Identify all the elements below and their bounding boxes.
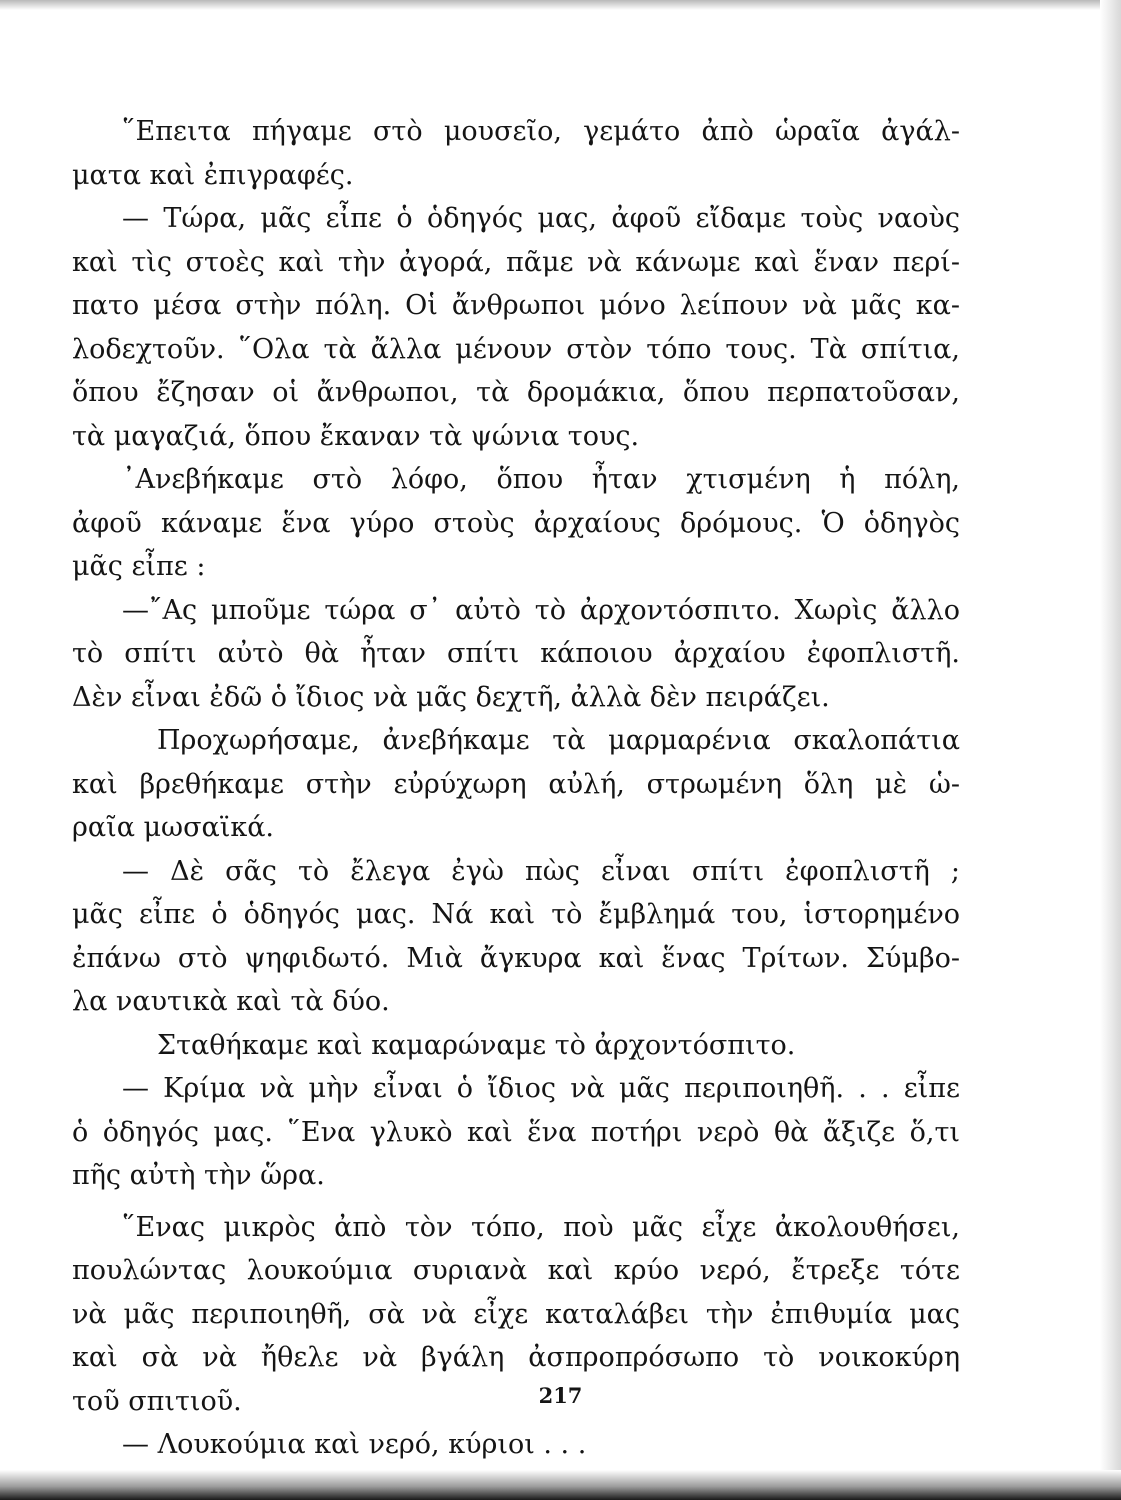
text-line-21: λα ναυτικὰ καὶ τὰ δύο.	[72, 986, 390, 1017]
text-line-17: ραῖα μωσαϊκά.	[72, 812, 275, 843]
text-line-26: ῞Ενας μικρὸς ἀπὸ τὸν τόπο, ποὺ μᾶς εἶχε ἀκολουθήσει,	[122, 1211, 960, 1243]
text-line-10: ἀφοῦ κάναμε ἕνα γύρο στοὺς ἀρχαίους δρόμους. Ὁ ὁδηγὸς	[72, 507, 960, 539]
text-line-23: — Κρίμα νὰ μὴν εἶναι ὁ ἴδιος νὰ μᾶς περιποιηθῆ. . . εἶπε	[122, 1073, 960, 1104]
text-line-14: Δὲν εἶναι ἐδῶ ὁ ἴδιος νὰ μᾶς δεχτῆ, ἀλλὰ δὲν πειράζει.	[72, 681, 830, 713]
text-line-8: τὰ μαγαζιά, ὅπου ἔκαναν τὰ ψώνια τους.	[72, 420, 640, 452]
scan-right-edge	[1100, 0, 1121, 1500]
text-line-7: ὅπου ἔζησαν οἱ ἄνθρωποι, τὰ δρομάκια, ὅπου περπατοῦσαν,	[72, 377, 960, 408]
text-line-16: καὶ βρεθήκαμε στὴν εὐρύχωρη αὐλή, στρωμένη ὅλη μὲ ὡ-	[72, 768, 960, 800]
text-line-25: πῆς αὐτὴ τὴν ὥρα.	[72, 1160, 325, 1191]
text-line-13: τὸ σπίτι αὐτὸ θὰ ἦταν σπίτι κάποιου ἀρχαίου ἐφοπλιστῆ.	[72, 638, 960, 669]
text-line-12: —῎Ας μποῦμε τώρα σ᾿ αὐτὸ τὸ ἀρχοντόσπιτο. Χωρὶς ἄλλο	[122, 594, 960, 626]
text-line-9: ᾿Ανεβήκαμε στὸ λόφο, ὅπου ἦταν χτισμένη ἡ πόλη,	[122, 464, 960, 495]
text-line-6: λοδεχτοῦν. ῞Ολα τὰ ἄλλα μένουν στὸν τόπο τους. Τὰ σπίτια,	[72, 333, 960, 365]
text-line-24: ὁ ὁδηγός μας. ῞Ενα γλυκὸ καὶ ἕνα ποτήρι νερὸ θὰ ἄξιζε ὅ,τι	[72, 1116, 960, 1148]
page-number: 217	[538, 1383, 583, 1408]
text-line-18: — Δὲ σᾶς τὸ ἔλεγα ἐγὼ πὼς εἶναι σπίτι ἐφοπλιστῆ ;	[122, 855, 960, 887]
text-line-4: καὶ τὶς στοὲς καὶ τὴν ἀγορά, πᾶμε νὰ κάνωμε καὶ ἕναν περί-	[72, 246, 960, 278]
text-line-5: πατο μέσα στὴν πόλη. Οἱ ἄνθρωποι μόνο λείπουν νὰ μᾶς κα-	[72, 290, 960, 321]
text-line-29: καὶ σὰ νὰ ἤθελε νὰ βγάλη ἀσπροπρόσωπο τὸ νοικοκύρη	[72, 1342, 960, 1373]
text-line-3: — Τώρα, μᾶς εἶπε ὁ ὁδηγός μας, ἀφοῦ εἴδαμε τοὺς ναοὺς	[122, 203, 960, 234]
text-line-11: μᾶς εἶπε :	[72, 551, 206, 582]
text-line-28: νὰ μᾶς περιποιηθῆ, σὰ νὰ εἶχε καταλάβει τὴν ἐπιθυμία μας	[72, 1298, 960, 1330]
text-line-20: ἐπάνω στὸ ψηφιδωτό. Μιὰ ἄγκυρα καὶ ἕνας Τρίτων. Σύμβο-	[72, 942, 960, 974]
text-line-19: μᾶς εἶπε ὁ ὁδηγός μας. Νά καὶ τὸ ἔμβλημά του, ἱστορημένο	[72, 899, 960, 930]
text-line-15: Προχωρήσαμε, ἀνεβήκαμε τὰ μαρμαρένια σκαλοπάτια	[157, 725, 960, 756]
text-line-31: — Λουκούμια καὶ νερό, κύριοι . . .	[122, 1429, 587, 1460]
text-line-2: ματα καὶ ἐπιγραφές.	[72, 159, 354, 191]
scan-bottom-shadow	[0, 1470, 1121, 1500]
page-text	[72, 110, 960, 1467]
scan-top-shadow	[0, 0, 1121, 10]
text-line-27: πουλώντας λουκούμια συριανὰ καὶ κρύο νερό, ἔτρεξε τότε	[72, 1255, 960, 1286]
text-line-1: ῞Επειτα πήγαμε στὸ μουσεῖο, γεμάτο ἀπὸ ὡραῖα ἀγάλ-	[122, 116, 960, 147]
text-line-22: Σταθήκαμε καὶ καμαρώναμε τὸ ἀρχοντόσπιτο.	[157, 1029, 796, 1061]
text-line-30: τοῦ σπιτιοῦ.	[72, 1385, 242, 1417]
